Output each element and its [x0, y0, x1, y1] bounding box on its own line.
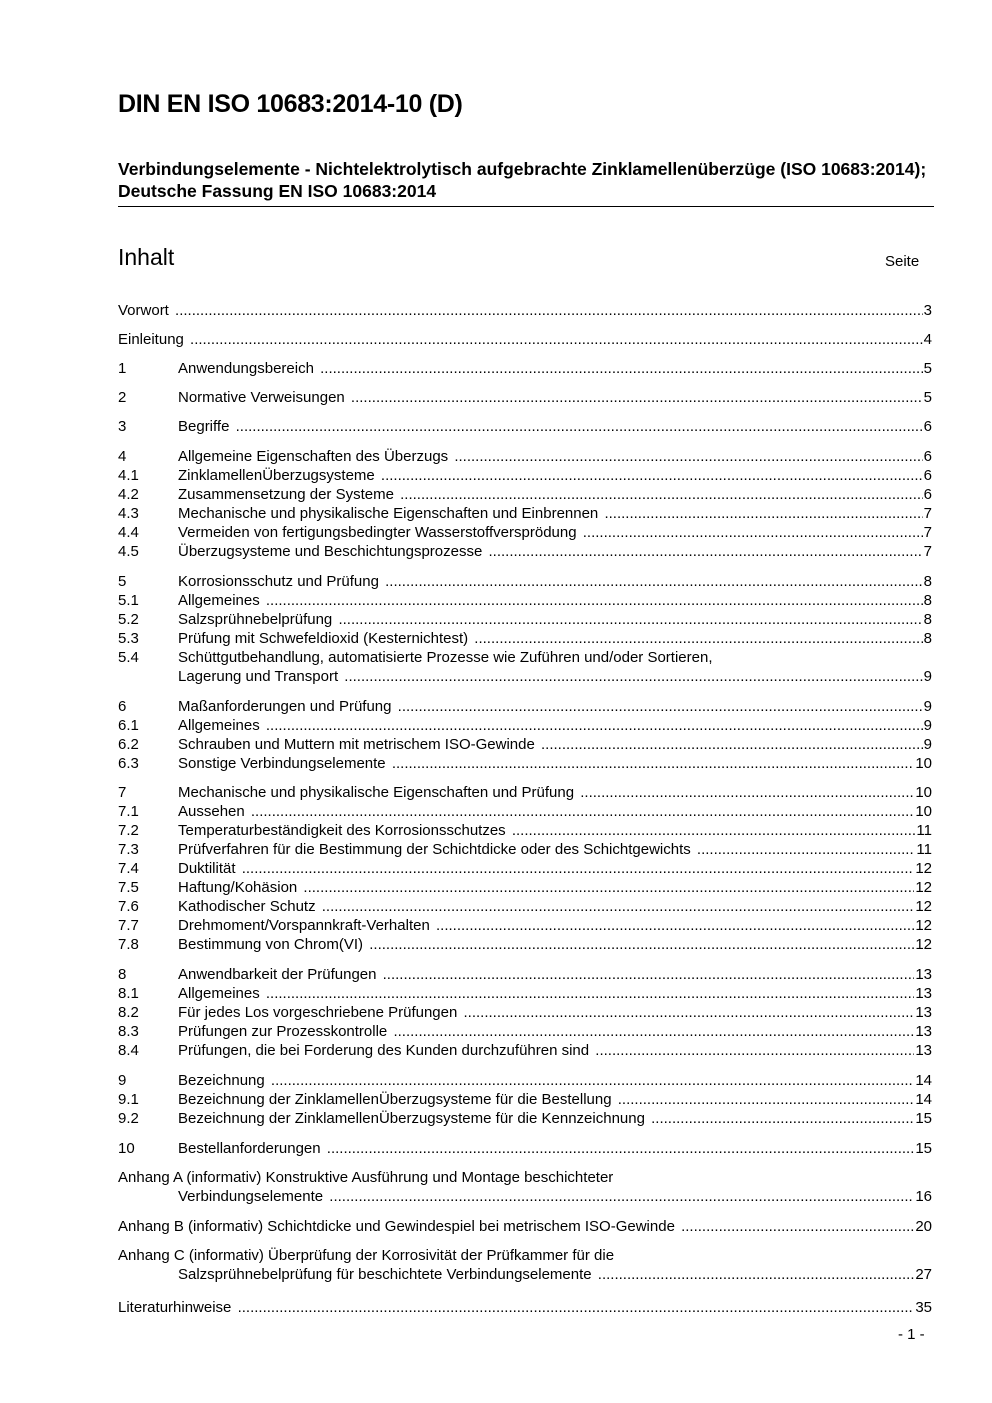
toc-entry[interactable] — [118, 1003, 932, 1022]
toc-entry-title: Schrauben und Muttern mit metrischem ISO-Gewinde — [178, 736, 535, 753]
toc-entry-title-continued: Lagerung und Transport — [178, 668, 339, 685]
toc-entry-page: 10 — [915, 755, 932, 772]
toc-entry[interactable] — [118, 935, 932, 954]
toc-entry-page: 9 — [923, 736, 932, 753]
toc-entry-number: 9.2 — [118, 1110, 139, 1127]
toc-entry-title: Für jedes Los vorgeschriebene Prüfungen — [178, 1004, 458, 1021]
toc-entry-number: 6 — [118, 698, 127, 715]
toc-entry[interactable] — [118, 1246, 932, 1265]
toc-entry-title: Temperaturbeständigkeit des Korrosionsschutzes — [178, 822, 506, 839]
toc-entry-page: 7 — [923, 505, 932, 522]
toc-entry-title: Mechanische und physikalische Eigenschaften und Einbrennen — [178, 505, 599, 522]
toc-entry-number: 4.4 — [118, 524, 139, 541]
toc-entry-page: 11 — [916, 841, 932, 858]
toc-entry[interactable] — [118, 542, 932, 561]
toc-entry-page: 8 — [923, 573, 932, 590]
toc-entry-title: Allgemeines — [178, 592, 260, 609]
toc-entry-number: 5 — [118, 573, 127, 590]
toc-entry-number: 4 — [118, 448, 127, 465]
toc-entry-number: 8.4 — [118, 1042, 139, 1059]
toc-entry-number: 7.1 — [118, 803, 139, 820]
toc-entry-number: 8 — [118, 966, 127, 983]
toc-entry-page: 5 — [923, 360, 932, 377]
toc-entry-page: 8 — [923, 611, 932, 628]
toc-entry-title: Prüfverfahren für die Bestimmung der Schichtdicke oder des Schichtgewichts — [178, 841, 691, 858]
toc-entry[interactable] — [118, 466, 932, 485]
toc-entry-title: Anwendbarkeit der Prüfungen — [178, 966, 377, 983]
toc-entry-title: Mechanische und physikalische Eigenschaften und Prüfung — [178, 784, 575, 801]
toc-entry-number: 8.1 — [118, 985, 139, 1002]
toc-entry-number: 5.1 — [118, 592, 139, 609]
toc-entry-page: 6 — [923, 486, 932, 503]
document-subtitle: Verbindungselemente - Nichtelektrolytisch aufgebrachte Zinklamellenüberzüge (ISO 10683:2014); Deutsche Fassung EN ISO 10683:2014 — [118, 159, 927, 201]
toc-entry-number: 7.4 — [118, 860, 139, 877]
toc-heading: Inhalt — [118, 244, 175, 270]
toc-entry[interactable] — [118, 1071, 932, 1090]
toc-entry-page: 16 — [915, 1188, 932, 1205]
toc-entry-title: Überzugsysteme und Beschichtungsprozesse — [178, 543, 483, 560]
toc-entry-title: Allgemeines — [178, 717, 260, 734]
toc-entry-title: Bestellanforderungen — [178, 1140, 321, 1157]
toc-entry[interactable] — [118, 301, 932, 320]
toc-entry[interactable] — [118, 504, 932, 523]
toc-entry-page: 9 — [923, 717, 932, 734]
toc-entry[interactable] — [118, 716, 932, 735]
toc-entry-page: 20 — [915, 1218, 932, 1235]
toc-entry-title: Prüfungen, die bei Forderung des Kunden durchzuführen sind — [178, 1042, 590, 1059]
toc-entry-number: 7 — [118, 784, 127, 801]
toc-entry-number: 5.3 — [118, 630, 139, 647]
toc-entry-title: Sonstige Verbindungselemente — [178, 755, 386, 772]
toc-entry-page: 7 — [923, 524, 932, 541]
toc-entry-title: Bestimmung von Chrom(VI) — [178, 936, 364, 953]
toc-entry-title: ZinklamellenÜberzugsysteme — [178, 467, 375, 484]
toc-entry[interactable] — [118, 916, 932, 935]
toc-entry[interactable] — [118, 1022, 932, 1041]
toc-entry-title: Zusammensetzung der Systeme — [178, 486, 394, 503]
toc-entry-title: Literaturhinweise — [118, 1299, 232, 1316]
toc-entry-title: Haftung/Kohäsion — [178, 879, 298, 896]
toc-entry-page: 6 — [923, 467, 932, 484]
toc-entry-page: 4 — [923, 331, 932, 348]
toc-entry-title: Allgemeine Eigenschaften des Überzugs — [178, 448, 449, 465]
toc-entry-title: Vorwort — [118, 302, 169, 319]
toc-entry-number: 7.3 — [118, 841, 139, 858]
toc-entry[interactable] — [118, 897, 932, 916]
toc-entry-title: Bezeichnung der ZinklamellenÜberzugsysteme für die Bestellung — [178, 1091, 612, 1108]
toc-entry[interactable] — [118, 1298, 932, 1317]
toc-entry-number: 5.2 — [118, 611, 139, 628]
toc-entry[interactable] — [118, 1168, 932, 1187]
toc-entry[interactable] — [118, 610, 932, 629]
toc-entry-continuation[interactable] — [118, 1265, 932, 1284]
toc-entry[interactable] — [118, 629, 932, 648]
toc-entry-title: Schüttgutbehandlung, automatisierte Prozesse wie Zuführen und/oder Sortieren, — [178, 649, 713, 666]
toc-entry-title: Vermeiden von fertigungsbedingter Wasserstoffversprödung — [178, 524, 577, 541]
toc-entry-number: 4.2 — [118, 486, 139, 503]
toc-entry-page: 15 — [915, 1110, 932, 1127]
toc-entry[interactable] — [118, 859, 932, 878]
toc-entry-number: 4.3 — [118, 505, 139, 522]
toc-entry-page: 8 — [923, 630, 932, 647]
toc-entry[interactable] — [118, 447, 932, 466]
toc-entry-page: 6 — [923, 448, 932, 465]
toc-entry-number: 9.1 — [118, 1091, 139, 1108]
toc-entry-continuation[interactable] — [118, 667, 932, 686]
toc-entry[interactable] — [118, 591, 932, 610]
toc-entry-continuation[interactable] — [118, 1187, 932, 1206]
toc-entry-title: Anwendungsbereich — [178, 360, 314, 377]
toc-entry-number: 6.1 — [118, 717, 139, 734]
toc-entry[interactable] — [118, 802, 932, 821]
toc-entry-page: 13 — [915, 1042, 932, 1059]
toc-entry-title: Begriffe — [178, 418, 230, 435]
toc-entry-page: 9 — [923, 698, 932, 715]
toc-entry[interactable] — [118, 523, 932, 542]
toc-entry[interactable] — [118, 965, 932, 984]
toc-entry-title: Einleitung — [118, 331, 184, 348]
toc-entry-number: 7.5 — [118, 879, 139, 896]
toc-entry[interactable] — [118, 1139, 932, 1158]
toc-entry-number: 5.4 — [118, 649, 139, 666]
toc-entry-title: Anhang C (informativ) Überprüfung der Korrosivität der Prüfkammer für die — [118, 1247, 615, 1264]
toc-entry-number: 4.5 — [118, 543, 139, 560]
toc-entry-page: 13 — [915, 985, 932, 1002]
toc-entry-page: 13 — [915, 1023, 932, 1040]
toc-entry-page: 10 — [915, 803, 932, 820]
toc-entry-title: Drehmoment/Vorspannkraft-Verhalten — [178, 917, 430, 934]
toc-entry-page: 13 — [915, 1004, 932, 1021]
toc-entry-title: Bezeichnung — [178, 1072, 265, 1089]
toc-entry-page: 12 — [915, 898, 932, 915]
toc-entry-title: Duktilität — [178, 860, 236, 877]
toc-entry-page: 10 — [915, 784, 932, 801]
toc-entry-number: 8.2 — [118, 1004, 139, 1021]
toc-entry-page: 12 — [915, 936, 932, 953]
toc-entry[interactable] — [118, 878, 932, 897]
toc-entry[interactable] — [118, 1217, 932, 1236]
toc-entry[interactable] — [118, 783, 932, 802]
toc-entry[interactable] — [118, 1090, 932, 1109]
toc-entry-number: 6.3 — [118, 755, 139, 772]
toc-entry[interactable] — [118, 417, 932, 436]
toc-entry-page: 13 — [915, 966, 932, 983]
toc-entry-number: 1 — [118, 360, 127, 377]
toc-entry-title: Salzsprühnebelprüfung — [178, 611, 333, 628]
toc-entry-page: 14 — [915, 1072, 932, 1089]
toc-entry-title: Kathodischer Schutz — [178, 898, 316, 915]
toc-entry-title: Prüfungen zur Prozesskontrolle — [178, 1023, 388, 1040]
document-title: DIN EN ISO 10683:2014-10 (D) — [118, 90, 463, 118]
toc-entry[interactable] — [118, 754, 932, 773]
toc-entry-page: 15 — [915, 1140, 932, 1157]
toc-entry-page: 35 — [915, 1299, 932, 1316]
toc-entry-title: Anhang A (informativ) Konstruktive Ausführung und Montage beschichteter — [118, 1169, 614, 1186]
toc-entry-title: Bezeichnung der ZinklamellenÜberzugsysteme für die Kennzeichnung — [178, 1110, 645, 1127]
toc-entry[interactable] — [118, 735, 932, 754]
toc-entry-title: Prüfung mit Schwefeldioxid (Kesternichtest) — [178, 630, 469, 647]
toc-entry[interactable] — [118, 648, 932, 667]
page-column-label: Seite — [885, 253, 920, 270]
toc-entry-page: 11 — [916, 822, 932, 839]
toc-entry-page: 12 — [915, 917, 932, 934]
toc-entry-number: 7.6 — [118, 898, 139, 915]
toc-entry-page: 8 — [923, 592, 932, 609]
toc-entry-page: 12 — [915, 860, 932, 877]
toc-entry-number: 8.3 — [118, 1023, 139, 1040]
page-number-footer: - 1 - — [898, 1326, 925, 1343]
toc-entry-page: 6 — [923, 418, 932, 435]
toc-entry-number: 2 — [118, 389, 127, 406]
toc-entry-title: Aussehen — [178, 803, 245, 820]
toc-entry-number: 9 — [118, 1072, 127, 1089]
toc-entry-page: 9 — [923, 668, 932, 685]
toc-entry-page: 12 — [915, 879, 932, 896]
toc-entry[interactable] — [118, 697, 932, 716]
toc-entry[interactable] — [118, 821, 932, 840]
toc-entry-title: Anhang B (informativ) Schichtdicke und Gewindespiel bei metrischem ISO-Gewinde — [118, 1218, 675, 1235]
toc-entry-number: 7.2 — [118, 822, 139, 839]
toc-entry-title: Korrosionsschutz und Prüfung — [178, 573, 379, 590]
toc-entry-number: 10 — [118, 1140, 135, 1157]
toc-entry-number: 7.8 — [118, 936, 139, 953]
toc-entry-title: Allgemeines — [178, 985, 260, 1002]
toc-entry-page: 5 — [923, 389, 932, 406]
toc-entry[interactable] — [118, 388, 932, 407]
toc-entry-number: 3 — [118, 418, 127, 435]
toc-entry[interactable] — [118, 1109, 932, 1128]
toc-entry-title-continued: Verbindungselemente — [178, 1188, 324, 1205]
title-divider — [118, 206, 934, 207]
toc-entry-page: 7 — [923, 543, 932, 560]
toc-entry-number: 4.1 — [118, 467, 139, 484]
toc-entry-number: 6.2 — [118, 736, 139, 753]
toc-entry[interactable] — [118, 330, 932, 349]
toc-entry[interactable] — [118, 359, 932, 378]
toc-entry[interactable] — [118, 572, 932, 591]
toc-entry-page: 27 — [915, 1266, 932, 1283]
toc-entry-page: 14 — [915, 1091, 932, 1108]
toc-entry-title: Normative Verweisungen — [178, 389, 345, 406]
toc-entry[interactable] — [118, 984, 932, 1003]
toc-entry[interactable] — [118, 1041, 932, 1060]
toc-entry-page: 3 — [923, 302, 932, 319]
toc-entry-title: Maßanforderungen und Prüfung — [178, 698, 392, 715]
toc-entry[interactable] — [118, 840, 932, 859]
toc-entry-title-continued: Salzsprühnebelprüfung für beschichtete Verbindungselemente — [178, 1266, 592, 1283]
toc-entry[interactable] — [118, 485, 932, 504]
toc-entry-number: 7.7 — [118, 917, 139, 934]
